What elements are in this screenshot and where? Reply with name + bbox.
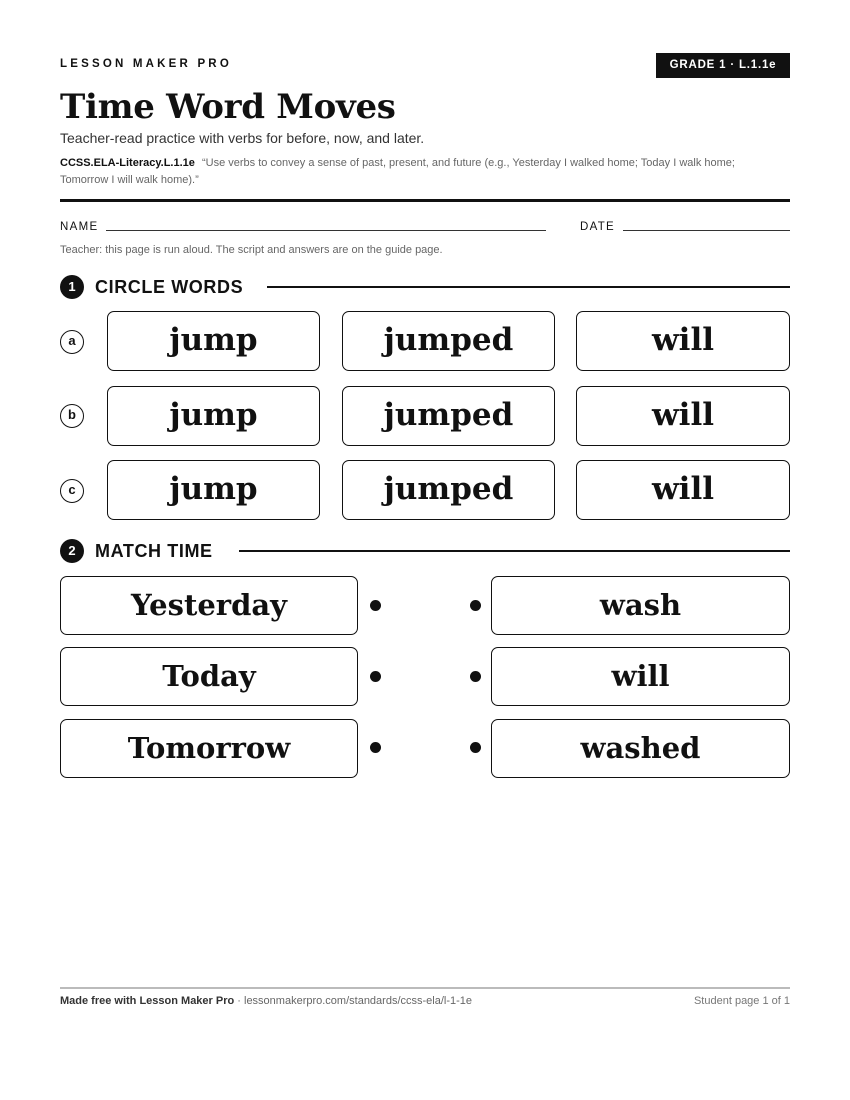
word-choice[interactable]: jump xyxy=(107,311,320,371)
name-field[interactable] xyxy=(106,230,546,231)
header-divider xyxy=(60,199,790,202)
section-divider xyxy=(267,286,790,288)
match-dot-right[interactable] xyxy=(470,600,481,611)
word-choice[interactable]: jump xyxy=(107,386,320,446)
match-left-item[interactable]: Yesterday xyxy=(60,576,358,635)
date-field[interactable] xyxy=(623,230,790,231)
footer-made-with: Made free with Lesson Maker Pro xyxy=(60,995,235,1007)
word-choice[interactable]: jump xyxy=(107,460,320,520)
section-number-badge: 2 xyxy=(60,539,84,563)
match-left-item[interactable]: Today xyxy=(60,647,358,706)
match-dot-left[interactable] xyxy=(370,600,381,611)
match-right-item[interactable]: washed xyxy=(491,719,790,778)
row-letter-badge: c xyxy=(60,479,84,503)
footer-page-number: Student page 1 of 1 xyxy=(693,995,790,1007)
section-title: CIRCLE WORDS xyxy=(95,277,244,297)
match-dot-left[interactable] xyxy=(370,742,381,753)
section-match-time-header xyxy=(60,539,790,563)
standard-text: “Use verbs to convey a sense of past, present, and future (e.g., Yesterday I walked home; Today I walk home; Tomorrow I will walk home).” xyxy=(60,157,735,186)
grade-badge: GRADE 1 · L.1.1e xyxy=(656,53,790,78)
worksheet-page xyxy=(60,0,790,1100)
match-left-item[interactable]: Tomorrow xyxy=(60,719,358,778)
match-dot-left[interactable] xyxy=(370,671,381,682)
match-right-item[interactable]: will xyxy=(491,647,790,706)
page-subtitle: Teacher-read practice with verbs for before, now, and later. xyxy=(60,130,425,146)
word-choice[interactable]: will xyxy=(576,460,790,520)
date-label: DATE xyxy=(580,221,616,233)
name-label: NAME xyxy=(60,221,99,233)
section-number-badge: 1 xyxy=(60,275,84,299)
footer-divider xyxy=(60,987,790,989)
standard-description xyxy=(60,155,780,189)
teacher-note: Teacher: this page is run aloud. The script and answers are on the guide page. xyxy=(60,244,443,256)
word-choice[interactable]: jumped xyxy=(342,460,555,520)
match-dot-right[interactable] xyxy=(470,671,481,682)
page-title: Time Word Moves xyxy=(60,87,396,127)
standard-code: CCSS.ELA-Literacy.L.1.1e xyxy=(60,157,195,169)
word-choice[interactable]: will xyxy=(576,311,790,371)
row-letter-badge: a xyxy=(60,330,84,354)
word-choice[interactable]: will xyxy=(576,386,790,446)
section-circle-words-header xyxy=(60,275,790,299)
word-choice[interactable]: jumped xyxy=(342,311,555,371)
footer-url[interactable]: · lessonmakerpro.com/standards/ccss-ela/l-1-1e xyxy=(234,995,473,1007)
row-letter-badge: b xyxy=(60,404,84,428)
brand-name: LESSON MAKER PRO xyxy=(60,58,232,70)
section-divider xyxy=(239,550,790,552)
section-title: MATCH TIME xyxy=(95,541,213,561)
match-right-item[interactable]: wash xyxy=(491,576,790,635)
footer-credit xyxy=(60,995,472,1007)
word-choice[interactable]: jumped xyxy=(342,386,555,446)
match-dot-right[interactable] xyxy=(470,742,481,753)
